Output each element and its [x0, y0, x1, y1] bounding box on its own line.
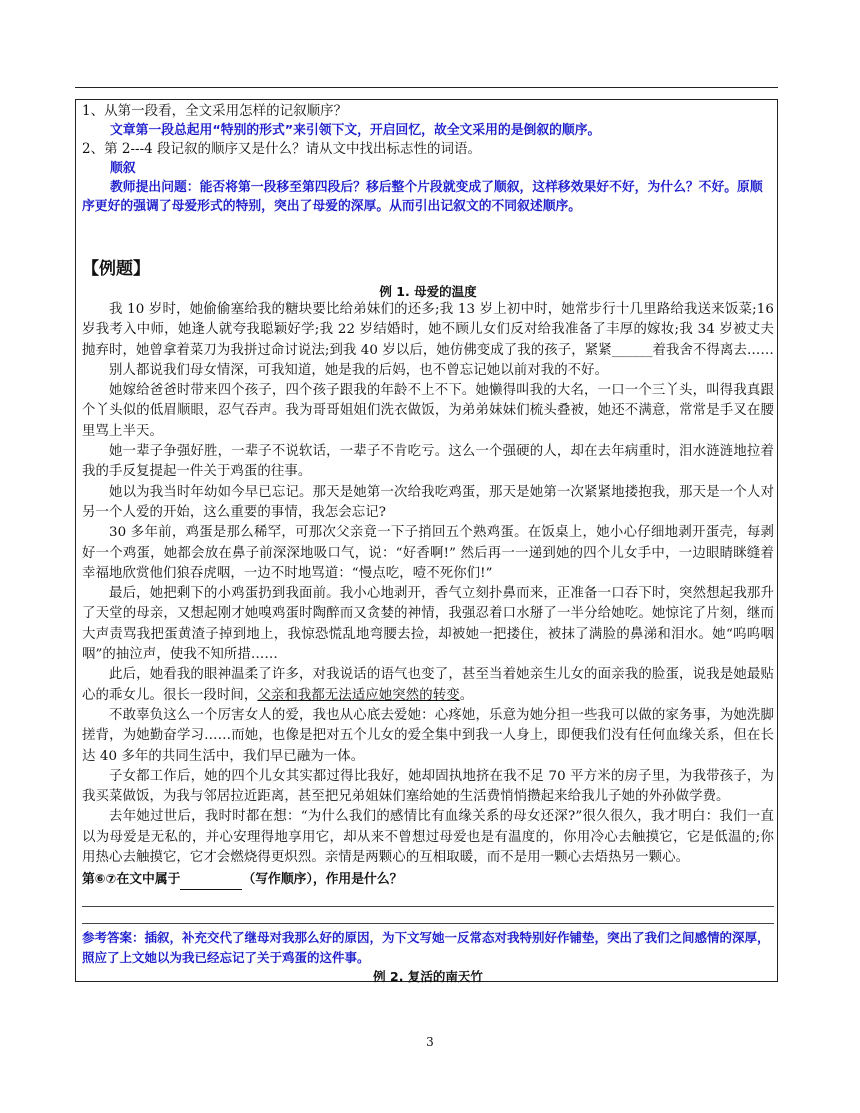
top-rule — [75, 87, 778, 88]
paragraph-2: 别人都说我们母女情深，可我知道，她是我的后妈，也不曾忘记她以前对我的不好。 — [109, 362, 609, 378]
paragraph-1-text: 我 10 岁时，她偷偷塞给我的糖块要比给弟妹们的还多;我 13 岁上初中时，她常步行十几里路给我送来饭菜;16 岁我考入中师，她逢人就夸我聪颖好学;我 22 岁结婚时，她不顾儿女们反对给我准备了丰厚的嫁妆;我 34 岁被丈夫抛弃时，她曾拿着菜刀为我拼过命讨说法;到我 40 岁以后，她仿佛变成了我的孩子，紧紧 — [82, 302, 774, 358]
paragraph-11: 去年她过世后，我时时都在想：“为什么我们的感情比有血缘关系的母女还深?”很久很久，我才明白：我们一直以为母爱是无私的，并心安理得地享用它，却从来不曾想过母爱也是有温度的，你用冷心去触摸它，它是低温的;你用热心去触摸它，它才会燃烧得更炽烈。亲情是两颗心的互相取暖，而不是用一颗心去焐热另一颗心。 — [82, 809, 774, 866]
paragraph-1-tail: 着我舍不得离去…… — [652, 342, 774, 358]
exercise-question-text: 第⑥⑦在文中属于 — [82, 872, 181, 888]
paragraph-4: 她一辈子争强好胜，一辈子不说软话，一辈子不肯吃亏。这么一个强硬的人，却在去年病重时，泪水涟涟地拉着我的手反复提起一件关于鸡蛋的往事。 — [82, 444, 774, 480]
teacher-note: 教师提出问题：能否将第一段移至第四段后？移后整个片段就变成了顺叙，这样移效果好不好，为什么？不好。原顺序更好的强调了母爱形式的特别，突出了母爱的深厚。从而引出记叙文的不同叙述顺序。 — [82, 180, 763, 214]
paragraph-8-tail: 。 — [459, 687, 474, 703]
reference-answer: 参考答案：插叙，补充交代了继母对我那么好的原因，为下文写她一反常态对我特别好作铺垫，突出了我们之间感情的深厚，照应了上文她以为我已经忘记了关于鸡蛋的这件事。 — [82, 930, 770, 966]
paragraph-8 — [82, 665, 774, 706]
example-2-title: 例 2. 复活的南天竹 — [373, 969, 483, 985]
answer-line-1[interactable] — [82, 890, 774, 907]
question-1: 1、从第一段看，全文采用怎样的记叙顺序？ — [82, 103, 348, 119]
paragraph-6: 30 多年前，鸡蛋是那么稀罕，可那次父亲竟一下子捎回五个熟鸡蛋。在饭桌上，她小心仔细地剥开蛋壳，每剥好一个鸡蛋，她都会放在鼻子前深深地吸口气，说：“好香啊!” 然后再一一递到她的四个儿女手中，一边眼睛眯缝着幸福地欣赏他们狼吞虎咽，一边不时地骂道：“慢点吃，噎不死你们!” — [82, 525, 774, 581]
paragraph-1 — [82, 300, 774, 361]
page-number: 3 — [426, 1035, 434, 1049]
answer-1: 文章第一段总起用“特别的形式”来引领下文，开启回忆，故全文采用的是倒叙的顺序。 — [110, 123, 601, 138]
paragraph-5: 她以为我当时年幼如今早已忘记。那天是她第一次给我吃鸡蛋，那天是她第一次紧紧地搂抱我，那天是一个人对另一个人爱的开始，这么重要的事情，我怎会忘记? — [82, 484, 774, 520]
paragraph-7: 最后，她把剩下的小鸡蛋扔到我面前。我小心地剥开，香气立刻扑鼻而来，正准备一口吞下时，突然想起我那升了天堂的母亲，又想起刚才她嗅鸡蛋时陶醉而又贪婪的神情，我强忍着口水掰了一半分给她吃。她惊诧了片刻，继而大声责骂我把蛋黄渣子掉到地上，我惊恐慌乱地弯腰去捡，却被她一把搂住，被抹了满脸的鼻涕和泪水。她“呜呜咽咽”的抽泣声，使我不知所措…… — [82, 586, 774, 663]
paragraph-9: 不敢辜负这么一个厉害女人的爱，我也从心底去爱她：心疼她，乐意为她分担一些我可以做的家务事，为她洗脚搓背，为她勤奋学习……而她，也像是把对五个儿女的爱全集中到我一人身上，即便我们没有任何血缘关系，但在长达 40 多年的共同生活中，我们早已融为一体。 — [82, 707, 774, 764]
answer-2: 顺叙 — [110, 161, 136, 176]
paragraph-8-text: 此后，她看我的眼神温柔了许多，对我说话的语气也变了，甚至当着她亲生儿女的面亲我的脸蛋，说我是她最贴心的乖女儿。很长一段时间， — [82, 667, 774, 703]
answer-blank[interactable] — [180, 877, 242, 890]
paragraph-1-blank: ______ — [611, 342, 653, 358]
exercise-question-tail: （写作顺序），作用是什么？ — [242, 872, 403, 888]
section-heading: 【例题】 — [82, 259, 150, 279]
exercise-question — [82, 870, 774, 890]
answer-line-2[interactable] — [82, 907, 774, 924]
page-content — [82, 102, 774, 985]
underlined-sentence: 父亲和我都无法适应她突然的转变 — [257, 687, 460, 703]
question-2: 2、第 2---4 段记叙的顺序又是什么？请从文中找出标志性的词语。 — [82, 141, 482, 157]
example-1-title: 例 1. 母爱的温度 — [379, 284, 477, 299]
paragraph-10: 子女都工作后，她的四个儿女其实都过得比我好，她却固执地挤在我不足 70 平方米的房子里，为我带孩子，为我买菜做饭，为我与邻居拉近距离，甚至把兄弟姐妹们塞给她的生活费悄悄攒起来给我儿子她的外孙做学费。 — [82, 768, 774, 805]
paragraph-3: 她嫁给爸爸时带来四个孩子，四个孩子跟我的年龄不上不下。她懒得叫我的大名，一口一个三丫头，叫得我真跟个丫头似的低眉顺眼，忍气吞声。我为哥哥姐姐们洗衣做饭，为弟弟妹妹们梳头叠被，她还不满意，常常是手叉在腰里骂上半天。 — [82, 383, 774, 439]
